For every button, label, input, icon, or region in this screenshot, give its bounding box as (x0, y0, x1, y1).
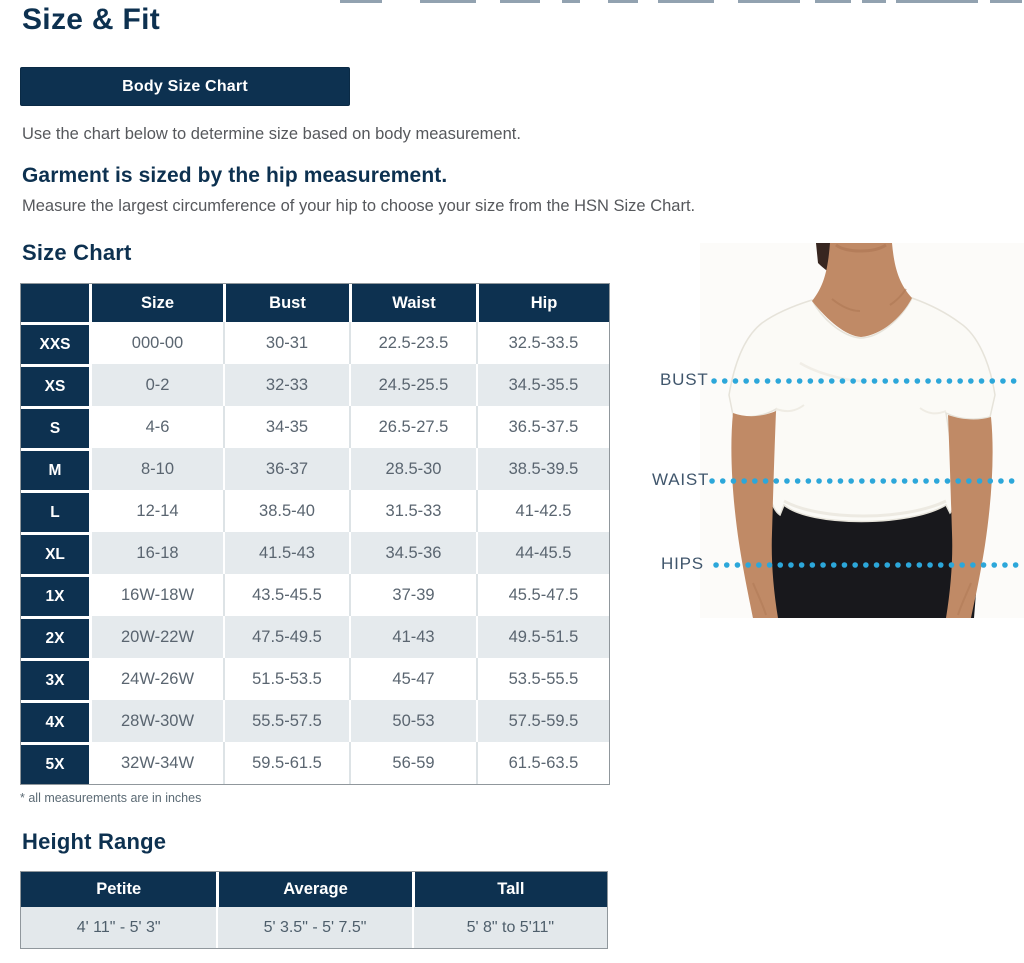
bust-value: 43.5-45.5 (223, 574, 349, 616)
table-row (21, 406, 609, 448)
measurements-footnote: * all measurements are in inches (20, 791, 202, 805)
waist-value: 50-53 (349, 700, 476, 742)
size-chart-heading: Size Chart (22, 240, 132, 265)
row-label: XS (21, 364, 89, 406)
measurement-figure (640, 228, 1024, 623)
hip-value: 32.5-33.5 (476, 322, 609, 364)
row-label: S (21, 406, 89, 448)
cropped-text-artifact (990, 0, 1022, 3)
intro-text: Use the chart below to determine size based on body measurement. (22, 125, 521, 143)
column-header-bust: Bust (223, 284, 349, 322)
cropped-text-artifact (340, 0, 382, 3)
table-row (21, 616, 609, 658)
hip-value: 44-45.5 (476, 532, 609, 574)
hip-value: 57.5-59.5 (476, 700, 609, 742)
bust-label: BUST (660, 370, 709, 389)
hip-value: 38.5-39.5 (476, 448, 609, 490)
waist-value: 24.5-25.5 (349, 364, 476, 406)
size-value: 12-14 (89, 490, 223, 532)
cropped-text-artifact (420, 0, 476, 3)
hip-value: 45.5-47.5 (476, 574, 609, 616)
size-chart-table (20, 283, 610, 785)
table-row (21, 742, 609, 784)
cropped-text-artifact (896, 0, 978, 3)
waist-value: 41-43 (349, 616, 476, 658)
hip-value: 53.5-55.5 (476, 658, 609, 700)
waist-value: 28.5-30 (349, 448, 476, 490)
row-label: L (21, 490, 89, 532)
bust-value: 55.5-57.5 (223, 700, 349, 742)
height-range-heading: Height Range (22, 829, 167, 854)
table-row (21, 658, 609, 700)
bust-value: 34-35 (223, 406, 349, 448)
bust-value: 51.5-53.5 (223, 658, 349, 700)
size-value: 4-6 (89, 406, 223, 448)
page-title: Size & Fit (22, 3, 161, 36)
table-row (21, 322, 609, 364)
size-value: 16-18 (89, 532, 223, 574)
hip-value: 61.5-63.5 (476, 742, 609, 784)
column-header-hip: Hip (476, 284, 609, 322)
row-label: 2X (21, 616, 89, 658)
cropped-text-artifact (608, 0, 638, 3)
size-value: 24W-26W (89, 658, 223, 700)
cropped-text-artifact (658, 0, 714, 3)
row-label: 1X (21, 574, 89, 616)
height-value: 4' 11" - 5' 3" (21, 907, 216, 948)
corner-cell (21, 284, 89, 322)
size-chart-header-row (21, 284, 609, 322)
height-range-table (20, 871, 608, 949)
body-size-chart-button[interactable]: Body Size Chart (20, 67, 350, 106)
waist-value: 26.5-27.5 (349, 406, 476, 448)
waist-value: 37-39 (349, 574, 476, 616)
waist-label: WAIST (652, 470, 710, 489)
bust-value: 47.5-49.5 (223, 616, 349, 658)
waist-value: 22.5-23.5 (349, 322, 476, 364)
row-label: M (21, 448, 89, 490)
table-row (21, 574, 609, 616)
cropped-text-artifact (738, 0, 800, 3)
size-value: 20W-22W (89, 616, 223, 658)
bust-value: 30-31 (223, 322, 349, 364)
row-label: 3X (21, 658, 89, 700)
row-label: XXS (21, 322, 89, 364)
hip-value: 36.5-37.5 (476, 406, 609, 448)
bust-value: 38.5-40 (223, 490, 349, 532)
table-row (21, 700, 609, 742)
cropped-text-artifact (562, 0, 580, 3)
height-value: 5' 8" to 5'11" (412, 907, 607, 948)
cropped-text-artifact (862, 0, 886, 3)
height-column-average: Average (216, 872, 411, 907)
size-value: 0-2 (89, 364, 223, 406)
garment-heading: Garment is sized by the hip measurement. (22, 164, 448, 187)
table-row (21, 364, 609, 406)
table-row (21, 532, 609, 574)
waist-value: 34.5-36 (349, 532, 476, 574)
hip-value: 49.5-51.5 (476, 616, 609, 658)
row-label: 5X (21, 742, 89, 784)
hip-value: 41-42.5 (476, 490, 609, 532)
hip-value: 34.5-35.5 (476, 364, 609, 406)
column-header-size: Size (89, 284, 223, 322)
size-value: 28W-30W (89, 700, 223, 742)
waist-value: 45-47 (349, 658, 476, 700)
table-row (21, 490, 609, 532)
garment-subtext: Measure the largest circumference of your hip to choose your size from the HSN Size Chart. (22, 197, 696, 215)
bust-value: 59.5-61.5 (223, 742, 349, 784)
row-label: XL (21, 532, 89, 574)
waist-value: 31.5-33 (349, 490, 476, 532)
size-chart-body (21, 322, 609, 784)
cropped-text-artifact (500, 0, 540, 3)
size-value: 16W-18W (89, 574, 223, 616)
height-column-petite: Petite (21, 872, 216, 907)
size-value: 000-00 (89, 322, 223, 364)
bust-value: 41.5-43 (223, 532, 349, 574)
hips-label: HIPS (661, 554, 704, 573)
cropped-text-artifact (815, 0, 851, 3)
height-range-value-row (21, 907, 607, 948)
waist-value: 56-59 (349, 742, 476, 784)
height-value: 5' 3.5" - 5' 7.5" (216, 907, 411, 948)
height-range-header-row (21, 872, 607, 907)
column-header-waist: Waist (349, 284, 476, 322)
table-row (21, 448, 609, 490)
size-value: 32W-34W (89, 742, 223, 784)
height-column-tall: Tall (412, 872, 607, 907)
size-value: 8-10 (89, 448, 223, 490)
row-label: 4X (21, 700, 89, 742)
bust-value: 36-37 (223, 448, 349, 490)
bust-value: 32-33 (223, 364, 349, 406)
